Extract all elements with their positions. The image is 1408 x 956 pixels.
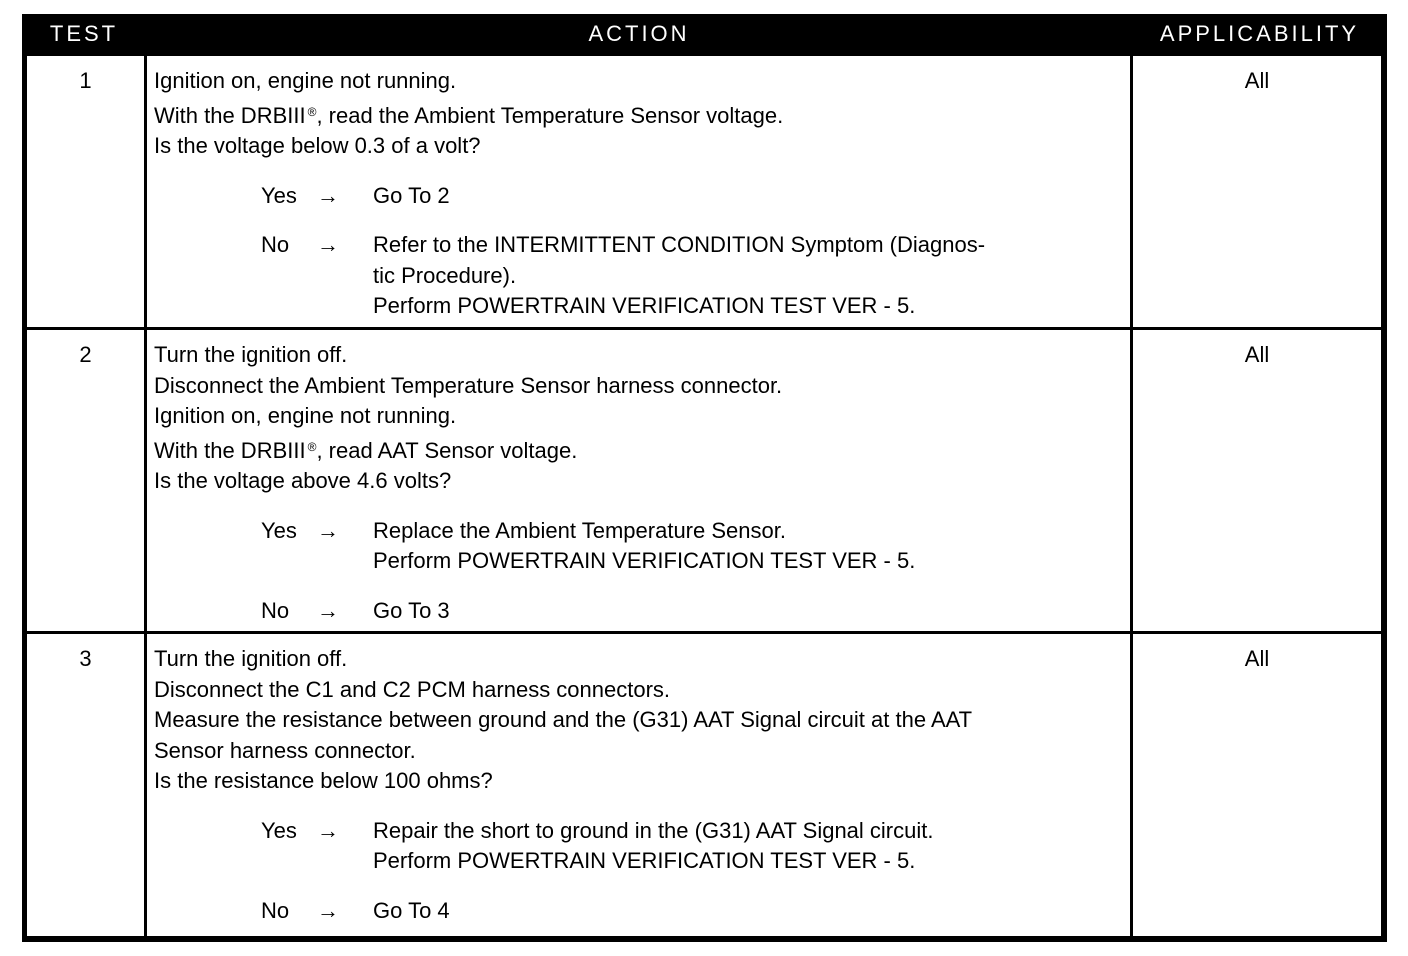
yes-text: Repair the short to ground in the (G31) AAT Signal circuit. Perform POWERTRAIN VERIFICATION TEST VER - 5. (373, 817, 934, 873)
no-text: Go To 3 (373, 597, 450, 623)
row-1-no-response (154, 230, 1120, 322)
yes-text: Replace the Ambient Temperature Sensor. Perform POWERTRAIN VERIFICATION TEST VER - 5. (373, 517, 916, 573)
row-3-yes-response (154, 816, 1120, 877)
row-2-action-cell (147, 330, 1130, 631)
row-2-yes-response (154, 516, 1120, 577)
row-3-applicability-cell (1133, 634, 1381, 936)
registered-mark: ® (307, 439, 317, 454)
row-2-no-response (154, 596, 1120, 627)
yes-label: Yes (261, 182, 297, 208)
row-2-step-2: Disconnect the Ambient Temperature Sensor harness connector. (154, 372, 783, 398)
diagnostic-table (22, 14, 1387, 942)
row-3-step-1: Turn the ignition off. (154, 646, 348, 671)
row-2-applicability-cell (1133, 330, 1381, 631)
arrow-icon: → (317, 897, 339, 923)
row-2-step-1: Turn the ignition off. (154, 342, 348, 367)
row-3-no-response (154, 896, 1120, 927)
row-3-step-3: Measure the resistance between ground and the (G31) AAT Signal circuit at the AAT (154, 707, 973, 732)
no-text: Go To 4 (373, 897, 450, 923)
yes-label: Yes (261, 817, 297, 843)
no-label: No (261, 597, 290, 623)
row-3-applicability: All (1244, 646, 1270, 671)
no-text: Refer to the INTERMITTENT CONDITION Symptom (Diagnos- tic Procedure). Perform POWERTRAIN VERIFICATION TEST VER - 5. (373, 232, 986, 318)
arrow-icon: → (317, 232, 339, 257)
row-1-applicability: All (1244, 68, 1270, 93)
row-1-step-1: Ignition on, engine not running. (154, 68, 457, 93)
row-1-step-2: With the DRBIII ®, read the Ambient Temperature Sensor voltage. (154, 102, 784, 128)
row-2-applicability: All (1244, 342, 1270, 367)
row-1-applicability-cell (1133, 56, 1381, 327)
no-label: No (261, 897, 290, 923)
row-1-step-3: Is the voltage below 0.3 of a volt? (154, 133, 481, 158)
row-3-test-cell (27, 634, 144, 936)
row-2-step-4: With the DRBIII ®, read AAT Sensor voltage. (154, 437, 578, 463)
arrow-icon: → (317, 182, 339, 208)
row-3-step-2: Disconnect the C1 and C2 PCM harness connectors. (154, 676, 671, 702)
row-3-test-number: 3 (79, 646, 92, 671)
row-2-step-3: Ignition on, engine not running. (154, 403, 457, 428)
row-2-test-cell (27, 330, 144, 631)
registered-mark: ® (307, 104, 317, 119)
header-test: TEST (49, 21, 119, 46)
row-1-test-number: 1 (79, 68, 92, 93)
row-1-test-cell (27, 56, 144, 327)
row-3-step-5: Is the resistance below 100 ohms? (154, 768, 493, 793)
arrow-icon: → (317, 517, 339, 543)
yes-text: Go To 2 (373, 182, 450, 208)
row-3-action-cell (147, 634, 1130, 936)
header-applicability: APPLICABILITY (1159, 21, 1360, 46)
row-1-action-cell (147, 56, 1130, 327)
row-2-step-5: Is the voltage above 4.6 volts? (154, 468, 452, 493)
row-3-step-4: Sensor harness connector. (154, 737, 416, 763)
row-2-test-number: 2 (79, 342, 92, 367)
arrow-icon: → (317, 597, 339, 623)
arrow-icon: → (317, 817, 339, 843)
header-action: ACTION (588, 21, 690, 46)
yes-label: Yes (261, 517, 297, 543)
no-label: No (261, 232, 290, 257)
row-1-yes-response (154, 181, 1120, 212)
